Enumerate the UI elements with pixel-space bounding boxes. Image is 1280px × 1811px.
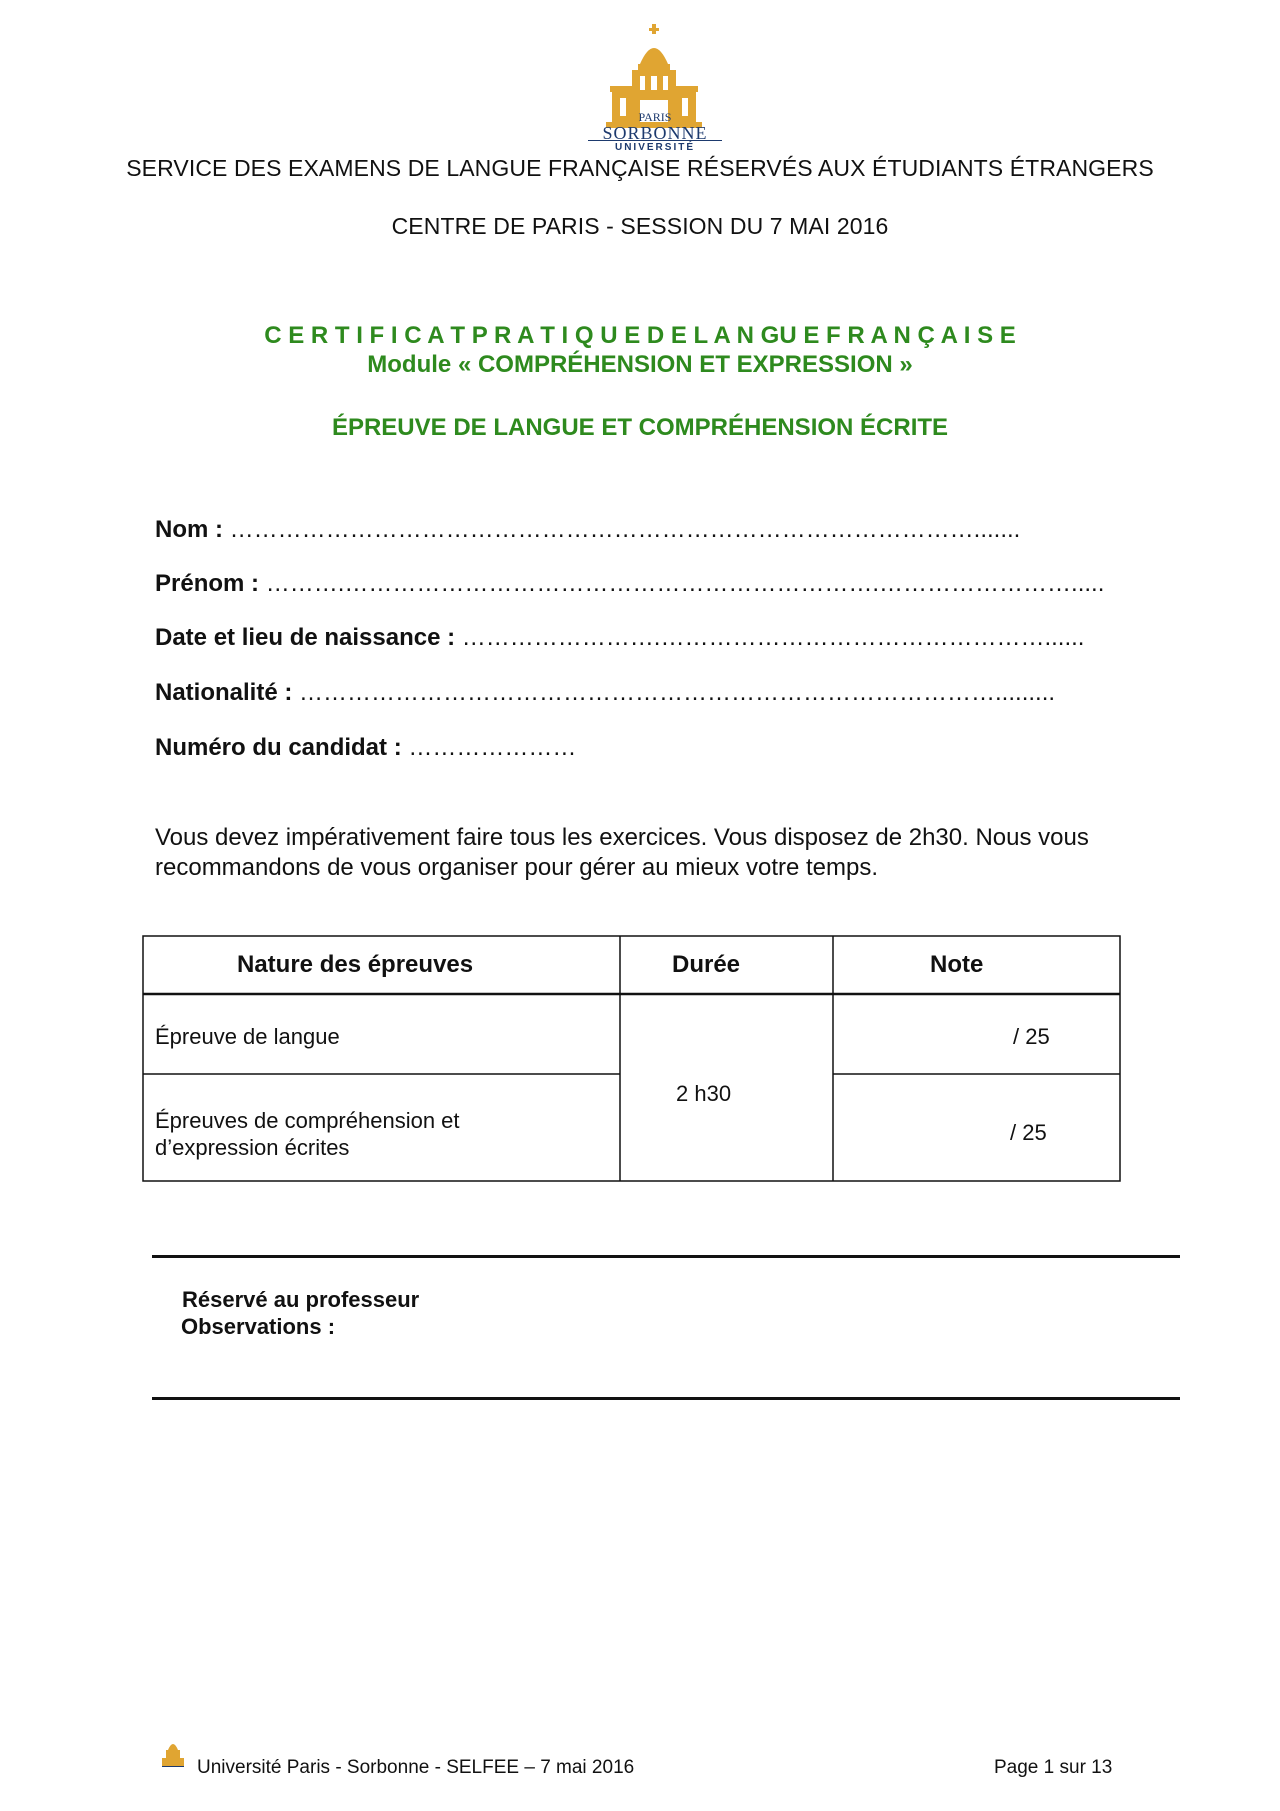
logo-name: SORBONNE <box>602 123 708 143</box>
field-dots[interactable]: …………………………………………………………………………………....... <box>229 516 1021 543</box>
logo-underline <box>588 140 722 141</box>
sorbonne-logo <box>580 24 730 154</box>
logo-institution: UNIVERSITÉ <box>614 142 695 153</box>
footer-left: Université Paris - Sorbonne - SELFEE – 7 mai 2016 <box>197 1757 635 1778</box>
page-number: Page 1 sur 13 <box>994 1757 1113 1778</box>
field-label: Nom : <box>155 516 230 543</box>
instructions-line-2: recommandons de vous organiser pour gérer au mieux votre temps. <box>155 854 879 881</box>
header-note: Note <box>930 951 984 978</box>
footer-logo-icon <box>160 1738 186 1768</box>
instructions <box>155 823 1195 883</box>
field-nationalite <box>155 679 1055 707</box>
module-title: Module « COMPRÉHENSION ET EXPRESSION » <box>367 351 913 378</box>
score-table <box>142 935 1122 1183</box>
reserved-label: Réservé au professeur <box>182 1287 420 1312</box>
exam-title: ÉPREUVE DE LANGUE ET COMPRÉHENSION ÉCRITE <box>331 414 949 441</box>
logo-city: PARIS <box>638 110 672 124</box>
row-langue-label: Épreuve de langue <box>155 1024 340 1049</box>
top-divider <box>152 1255 1180 1258</box>
field-label: Numéro du candidat : <box>155 734 409 761</box>
field-naissance <box>155 624 1084 652</box>
field-prenom <box>155 570 1104 598</box>
field-label: Prénom : <box>155 570 266 597</box>
service-header: SERVICE DES EXAMENS DE LANGUE FRANÇAISE RÉSERVÉS AUX ÉTUDIANTS ÉTRANGERS <box>126 155 1154 181</box>
row-comprehension-note[interactable]: / 25 <box>1010 1120 1047 1145</box>
instructions-line-1: Vous devez impérativement faire tous les exercices. Vous disposez de 2h30. Nous vous <box>155 824 1089 851</box>
field-nom <box>155 516 1020 544</box>
session-header: CENTRE DE PARIS - SESSION DU 7 MAI 2016 <box>391 213 889 239</box>
field-dots[interactable]: ……….………………………………………………………….……………………..... <box>265 570 1105 597</box>
field-dots[interactable]: …………………….…………………………………………...... <box>461 624 1085 651</box>
field-label: Date et lieu de naissance : <box>155 624 462 651</box>
field-dots[interactable]: ………………… <box>408 734 577 761</box>
certificate-title: C E R T I F I C A T P R A T I Q U E D E L A N GU E F R A N Ç A I S E <box>264 322 1016 349</box>
field-numero <box>155 734 576 762</box>
header-duree: Durée <box>672 951 741 978</box>
observations-label: Observations : <box>181 1314 336 1339</box>
bottom-divider <box>152 1397 1180 1400</box>
row-langue-note[interactable]: / 25 <box>1013 1024 1050 1049</box>
duration-value: 2 h30 <box>676 1081 732 1106</box>
header-nature: Nature des épreuves <box>237 951 474 978</box>
field-label: Nationalité : <box>155 679 300 706</box>
row-comprehension-label-1: Épreuves de compréhension et <box>155 1108 460 1133</box>
row-comprehension-label-2: d’expression écrites <box>155 1135 350 1160</box>
field-dots[interactable]: ……………………………………………………………………………......... <box>299 679 1056 706</box>
